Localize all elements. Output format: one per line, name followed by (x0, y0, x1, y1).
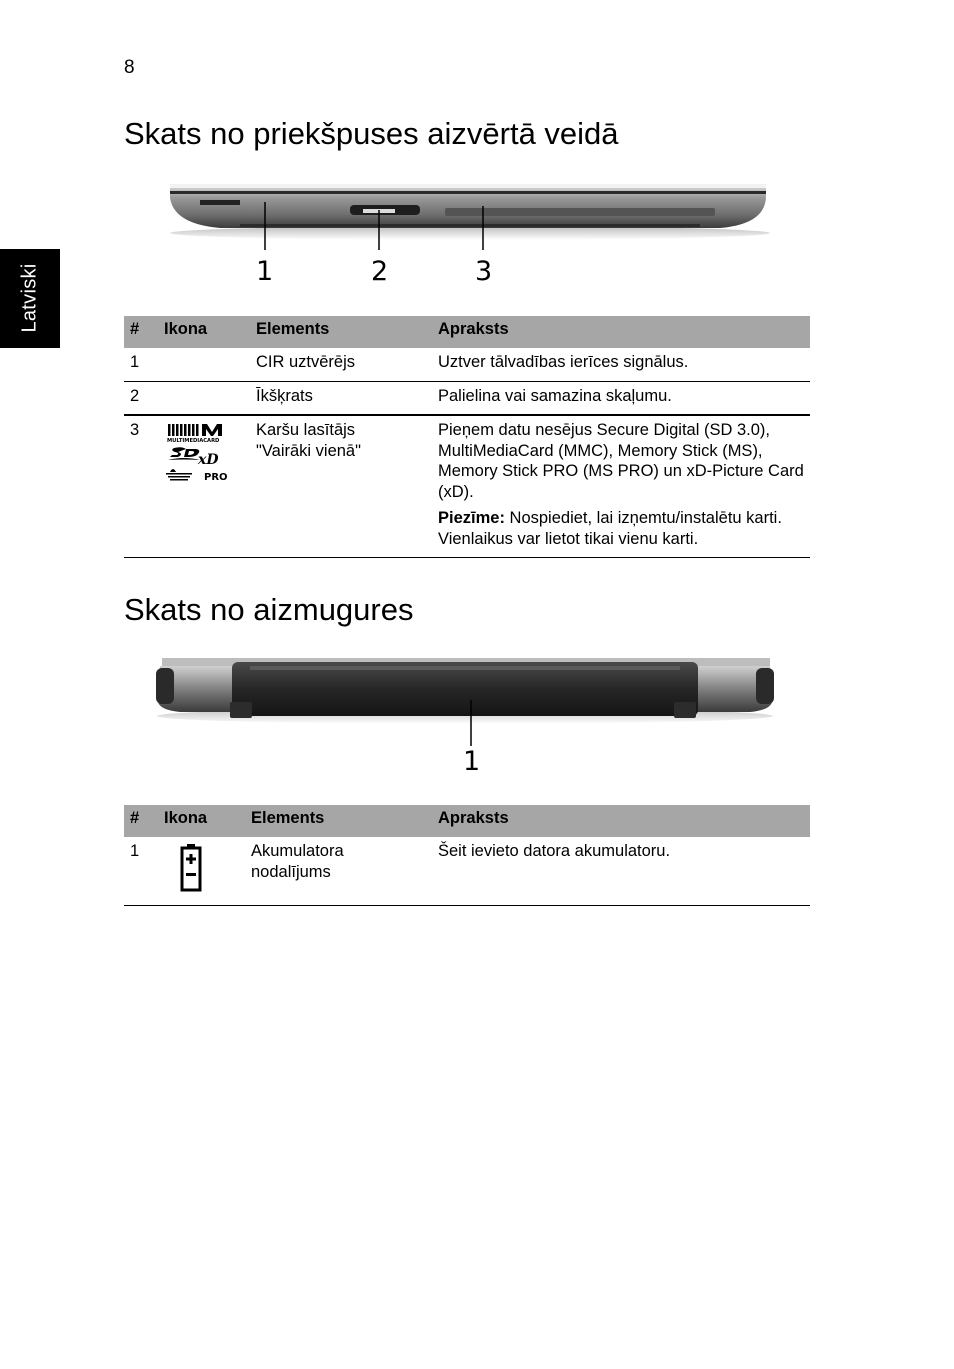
note-text: Nospiediet, lai izņemtu/instalētu karti. Vienlaikus var lietot tikai vienu karti. (438, 509, 782, 548)
front-components-table (124, 316, 810, 558)
row-description-text: Pieņem datu nesējus Secure Digital (SD 3.0), MultiMediaCard (MMC), Memory Stick (MS), Memory Stick PRO (MS PRO) un xD-Picture Card (xD). (438, 421, 804, 501)
table-row (124, 837, 810, 906)
svg-text:xD: xD (198, 452, 219, 468)
multimedia-card-logos-icon (164, 420, 234, 486)
language-side-tab (0, 249, 60, 348)
row-number: 2 (124, 381, 158, 415)
rear-view-illustration (150, 652, 780, 752)
row-number: 1 (124, 837, 158, 906)
header-icon: Ikona (158, 316, 250, 348)
row-description: Šeit ievieto datora akumulatoru. (432, 837, 810, 906)
row-description: Uztver tālvadības ierīces signālus. (432, 348, 810, 381)
language-label: Latviski (18, 263, 41, 333)
row-element (250, 415, 432, 558)
rear-callout-1: 1 (463, 746, 481, 777)
row-description: Palielina vai samazina skaļumu. (432, 381, 810, 415)
row-element-line-2: "Vairāki vienā" (256, 441, 361, 460)
row-icon-cell (158, 415, 250, 558)
header-description: Apraksts (432, 805, 810, 837)
page-number: 8 (124, 57, 135, 78)
row-note (438, 508, 804, 549)
mmc-logo-text: MULTIMEDIACARD (167, 438, 220, 444)
row-element-line-2: nodalījums (251, 862, 331, 881)
row-icon-cell (158, 381, 250, 415)
rear-components-table (124, 805, 810, 906)
header-description: Apraksts (432, 316, 810, 348)
header-number: # (124, 316, 158, 348)
row-icon-cell (158, 837, 245, 906)
header-element: Elements (245, 805, 432, 837)
table-row (124, 415, 810, 558)
row-element-line-1: Akumulatora (251, 842, 344, 860)
header-icon: Ikona (158, 805, 245, 837)
battery-icon (164, 841, 224, 893)
table-row (124, 381, 810, 415)
table-header-row (124, 805, 810, 837)
row-description (432, 415, 810, 558)
rear-view-heading: Skats no aizmugures (124, 592, 414, 627)
row-element: Īkšķrats (250, 381, 432, 415)
front-callout-1: 1 (256, 256, 274, 287)
row-element: CIR uztvērējs (250, 348, 432, 381)
header-element: Elements (250, 316, 432, 348)
note-label: Piezīme: (438, 509, 505, 527)
front-callout-3: 3 (475, 256, 493, 287)
row-element (245, 837, 432, 906)
front-view-heading: Skats no priekšpuses aizvērtā veidā (124, 116, 619, 151)
row-icon-cell (158, 348, 250, 381)
front-callout-2: 2 (371, 256, 389, 287)
row-number: 3 (124, 415, 158, 558)
header-number: # (124, 805, 158, 837)
table-header-row (124, 316, 810, 348)
row-element-line-1: Karšu lasītājs (256, 421, 356, 439)
table-row (124, 348, 810, 381)
front-view-illustration (160, 178, 780, 258)
row-number: 1 (124, 348, 158, 381)
pro-logo-text: PRO (204, 472, 228, 483)
